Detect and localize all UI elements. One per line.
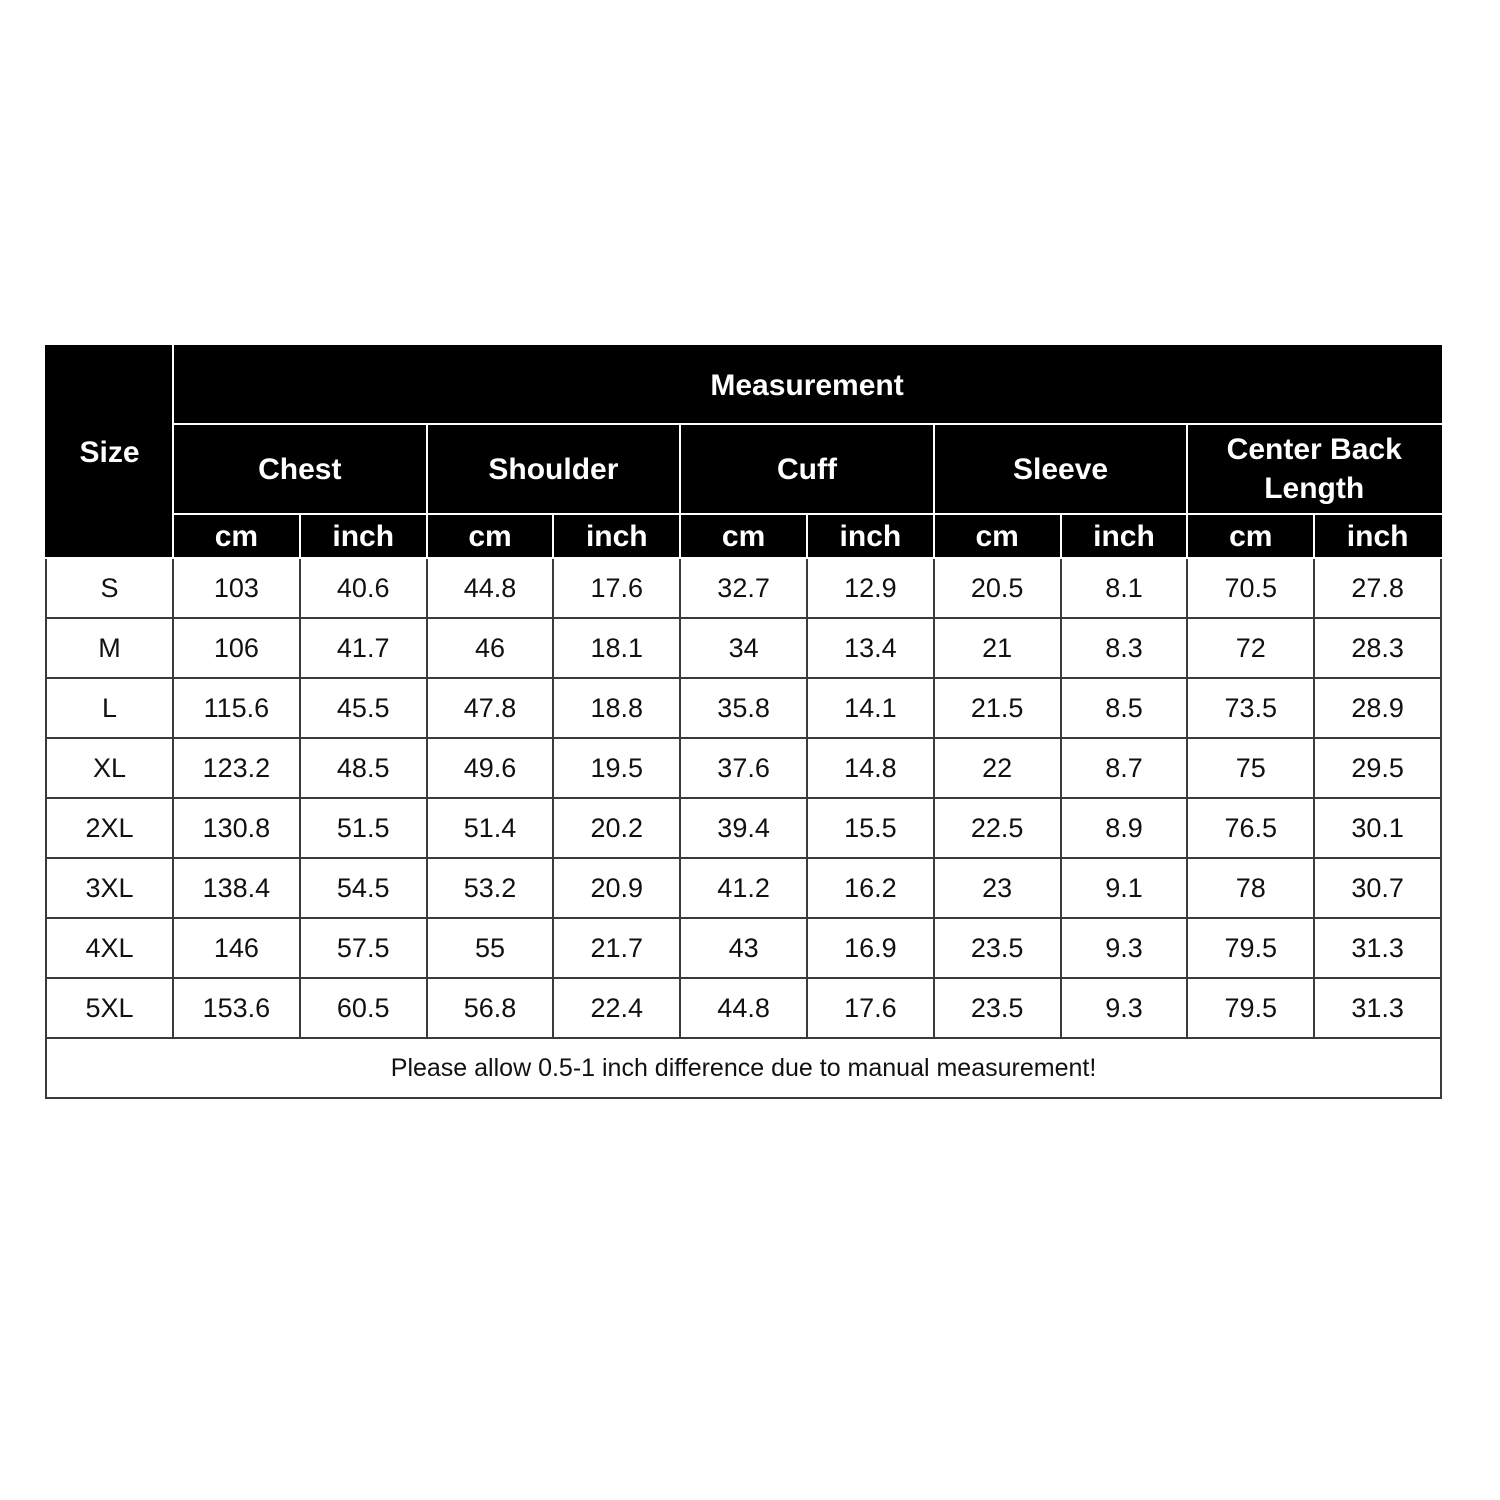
table-row <box>46 618 1441 678</box>
value-cell: 106 <box>173 618 300 678</box>
value-cell: 40.6 <box>300 558 427 618</box>
value-cell: 73.5 <box>1187 678 1314 738</box>
size-cell: 5XL <box>46 978 173 1038</box>
value-cell: 19.5 <box>553 738 680 798</box>
table-row <box>46 858 1441 918</box>
value-cell: 9.3 <box>1061 978 1188 1038</box>
value-cell: 60.5 <box>300 978 427 1038</box>
value-cell: 75 <box>1187 738 1314 798</box>
value-cell: 27.8 <box>1314 558 1441 618</box>
group-header-center-back-length: Center Back Length <box>1187 424 1441 514</box>
value-cell: 48.5 <box>300 738 427 798</box>
value-cell: 30.7 <box>1314 858 1441 918</box>
value-cell: 115.6 <box>173 678 300 738</box>
unit-header: cm <box>680 514 807 558</box>
size-cell: M <box>46 618 173 678</box>
value-cell: 9.3 <box>1061 918 1188 978</box>
value-cell: 46 <box>427 618 554 678</box>
unit-header: inch <box>553 514 680 558</box>
group-header-chest: Chest <box>173 424 427 514</box>
value-cell: 21.5 <box>934 678 1061 738</box>
unit-header: cm <box>1187 514 1314 558</box>
table-row <box>46 798 1441 858</box>
measurement-header: Measurement <box>173 346 1441 424</box>
value-cell: 8.7 <box>1061 738 1188 798</box>
size-cell: XL <box>46 738 173 798</box>
value-cell: 31.3 <box>1314 978 1441 1038</box>
value-cell: 53.2 <box>427 858 554 918</box>
unit-header: inch <box>807 514 934 558</box>
value-cell: 29.5 <box>1314 738 1441 798</box>
value-cell: 44.8 <box>680 978 807 1038</box>
value-cell: 20.2 <box>553 798 680 858</box>
value-cell: 130.8 <box>173 798 300 858</box>
table-row <box>46 738 1441 798</box>
value-cell: 18.1 <box>553 618 680 678</box>
value-cell: 20.5 <box>934 558 1061 618</box>
group-header-cuff: Cuff <box>680 424 934 514</box>
value-cell: 35.8 <box>680 678 807 738</box>
value-cell: 37.6 <box>680 738 807 798</box>
value-cell: 31.3 <box>1314 918 1441 978</box>
table-row <box>46 558 1441 618</box>
value-cell: 21.7 <box>553 918 680 978</box>
value-cell: 54.5 <box>300 858 427 918</box>
value-cell: 123.2 <box>173 738 300 798</box>
size-cell: L <box>46 678 173 738</box>
value-cell: 23.5 <box>934 978 1061 1038</box>
unit-header: inch <box>1314 514 1441 558</box>
size-column-header: Size <box>46 346 173 558</box>
group-header-shoulder: Shoulder <box>427 424 681 514</box>
group-header-sleeve: Sleeve <box>934 424 1188 514</box>
value-cell: 23 <box>934 858 1061 918</box>
value-cell: 28.9 <box>1314 678 1441 738</box>
value-cell: 39.4 <box>680 798 807 858</box>
value-cell: 49.6 <box>427 738 554 798</box>
value-cell: 14.8 <box>807 738 934 798</box>
value-cell: 56.8 <box>427 978 554 1038</box>
value-cell: 78 <box>1187 858 1314 918</box>
value-cell: 41.7 <box>300 618 427 678</box>
table-row <box>46 918 1441 978</box>
value-cell: 15.5 <box>807 798 934 858</box>
value-cell: 103 <box>173 558 300 618</box>
value-cell: 8.5 <box>1061 678 1188 738</box>
value-cell: 72 <box>1187 618 1314 678</box>
value-cell: 79.5 <box>1187 918 1314 978</box>
value-cell: 14.1 <box>807 678 934 738</box>
value-cell: 153.6 <box>173 978 300 1038</box>
value-cell: 45.5 <box>300 678 427 738</box>
value-cell: 21 <box>934 618 1061 678</box>
value-cell: 20.9 <box>553 858 680 918</box>
unit-header: cm <box>427 514 554 558</box>
value-cell: 13.4 <box>807 618 934 678</box>
value-cell: 138.4 <box>173 858 300 918</box>
value-cell: 30.1 <box>1314 798 1441 858</box>
value-cell: 22.4 <box>553 978 680 1038</box>
value-cell: 146 <box>173 918 300 978</box>
value-cell: 8.9 <box>1061 798 1188 858</box>
value-cell: 16.9 <box>807 918 934 978</box>
value-cell: 8.3 <box>1061 618 1188 678</box>
table-row <box>46 678 1441 738</box>
value-cell: 79.5 <box>1187 978 1314 1038</box>
value-cell: 18.8 <box>553 678 680 738</box>
size-cell: 4XL <box>46 918 173 978</box>
value-cell: 23.5 <box>934 918 1061 978</box>
value-cell: 34 <box>680 618 807 678</box>
value-cell: 8.1 <box>1061 558 1188 618</box>
value-cell: 32.7 <box>680 558 807 618</box>
unit-header: inch <box>1061 514 1188 558</box>
value-cell: 16.2 <box>807 858 934 918</box>
value-cell: 44.8 <box>427 558 554 618</box>
value-cell: 22 <box>934 738 1061 798</box>
measurement-note: Please allow 0.5-1 inch difference due to manual measurement! <box>46 1038 1441 1098</box>
size-cell: S <box>46 558 173 618</box>
value-cell: 70.5 <box>1187 558 1314 618</box>
value-cell: 22.5 <box>934 798 1061 858</box>
value-cell: 12.9 <box>807 558 934 618</box>
value-cell: 28.3 <box>1314 618 1441 678</box>
table-row <box>46 978 1441 1038</box>
value-cell: 47.8 <box>427 678 554 738</box>
unit-header: cm <box>173 514 300 558</box>
unit-header: inch <box>300 514 427 558</box>
value-cell: 76.5 <box>1187 798 1314 858</box>
value-cell: 17.6 <box>553 558 680 618</box>
size-chart-table <box>45 345 1442 1099</box>
unit-header: cm <box>934 514 1061 558</box>
value-cell: 43 <box>680 918 807 978</box>
value-cell: 57.5 <box>300 918 427 978</box>
value-cell: 9.1 <box>1061 858 1188 918</box>
value-cell: 51.5 <box>300 798 427 858</box>
value-cell: 41.2 <box>680 858 807 918</box>
size-cell: 3XL <box>46 858 173 918</box>
value-cell: 51.4 <box>427 798 554 858</box>
size-cell: 2XL <box>46 798 173 858</box>
size-rows <box>46 558 1441 1038</box>
value-cell: 55 <box>427 918 554 978</box>
value-cell: 17.6 <box>807 978 934 1038</box>
